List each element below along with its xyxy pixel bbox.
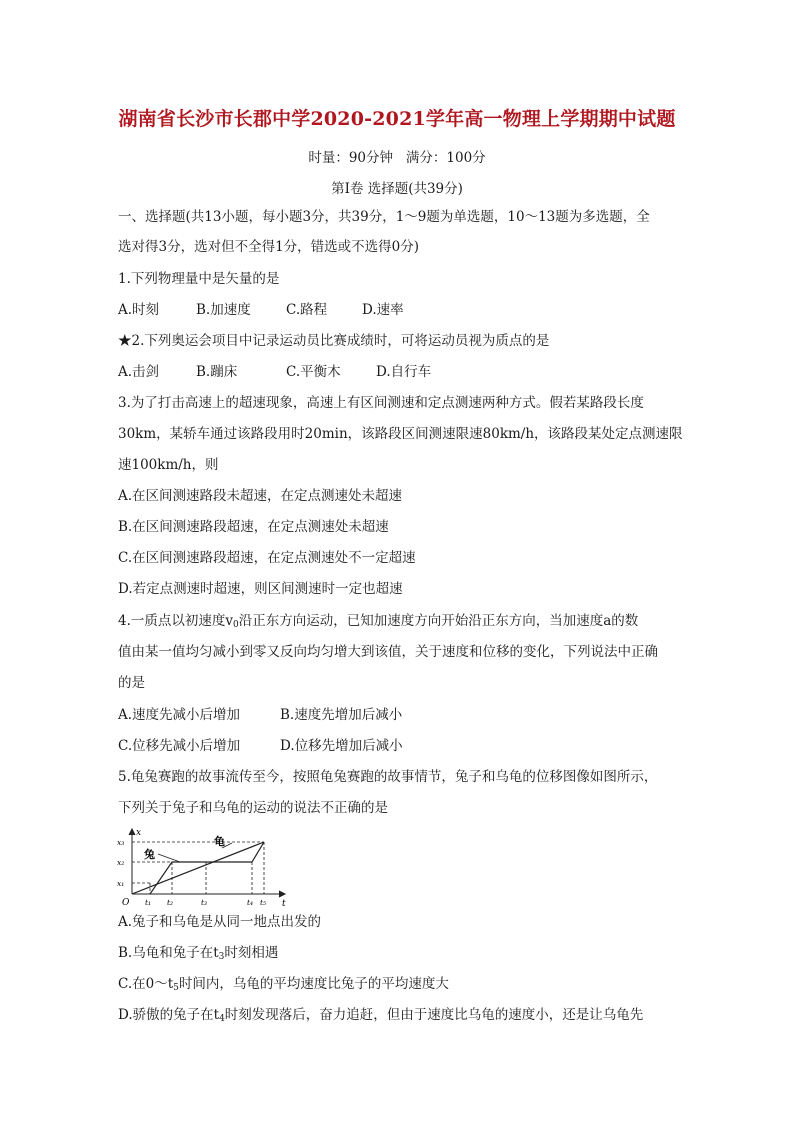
y-tick-x2: x₂ xyxy=(117,858,125,867)
t-tick-t5: t₅ xyxy=(260,898,267,907)
t-tick-t2: t₂ xyxy=(167,898,174,907)
q3-stem-line-3: 速100km/h，则 xyxy=(118,457,219,473)
q5-option-a: A.兔子和乌龟是从同一地点出发的 xyxy=(118,914,322,930)
q2-option-d: D.自行车 xyxy=(376,364,432,380)
q4-stem-line-3: 的是 xyxy=(118,675,145,691)
q2-option-c: C.平衡木 xyxy=(286,364,341,380)
q3-option-d: D.若定点测速时超速，则区间测速时一定也超速 xyxy=(118,581,403,597)
q3-option-b: B.在区间测速路段超速，在定点测速处未超速 xyxy=(118,519,389,535)
exam-meta xyxy=(0,146,794,166)
q1-options xyxy=(118,301,404,319)
xt-graph-figure xyxy=(114,826,294,908)
q4-option-a: A.速度先减小后增加 xyxy=(118,707,241,723)
rabbit-label: 兔 xyxy=(144,848,155,861)
x-axis-label: t xyxy=(282,899,286,908)
exam-title: 湖南省长沙市长郡中学2020-2021学年高一物理上学期期中试题 xyxy=(118,108,676,130)
q5-option-d: D.骄傲的兔子在$t_4$时刻发现落后，奋力追赶，但由于速度比乌龟的速度小，还是让乌龟先 xyxy=(118,1007,644,1024)
q4-stem-line-2: 值由某一值均匀减小到零又反向均匀增大到该值，关于速度和位移的变化，下列说法中正确 xyxy=(118,644,658,660)
q1-stem: 1.下列物理量中是矢量的是 xyxy=(118,271,280,287)
origin-label: O xyxy=(122,898,130,908)
q3-stem-line-1: 3.为了打击高速上的超速现象，高速上有区间测速和定点测速两种方式。假若某路段长度 xyxy=(118,395,644,411)
rabbit-line xyxy=(150,842,264,894)
q2-stem: ★2.下列奥运会项目中记录运动员比赛成绩时，可将运动员视为质点的是 xyxy=(118,333,550,349)
instructions-line-2: 选对得3分，选对但不全得1分，错选或不选得0分) xyxy=(118,239,420,255)
y-axis-label: x xyxy=(136,828,142,838)
q3-option-c: C.在区间测速路段超速，在定点测速处不一定超速 xyxy=(118,550,416,566)
exam-time: 时量：90分钟 xyxy=(308,150,394,166)
q1-option-d: D.速率 xyxy=(362,302,404,318)
q3-option-a: A.在区间测速路段未超速，在定点测速处未超速 xyxy=(118,488,403,504)
q1-option-a: A.时刻 xyxy=(118,302,160,318)
t-tick-t4: t₄ xyxy=(247,898,254,907)
y-axis-arrow xyxy=(129,829,135,835)
q4-option-d: D.位移先增加后减小 xyxy=(280,738,403,754)
q2-option-a: A.击剑 xyxy=(118,364,160,380)
x-axis-arrow xyxy=(279,891,285,897)
q2-option-b: B.蹦床 xyxy=(196,364,238,380)
q3-stem-line-2: 30km，某轿车通过该路段用时20min，该路段区间测速限速80km/h，该路段某处定点测速限 xyxy=(118,426,683,442)
turtle-label: 龟 xyxy=(214,835,225,848)
q5-option-b: B.乌龟和兔子在$t_3$时刻相遇 xyxy=(118,945,279,962)
exam-score: 满分：100分 xyxy=(405,150,486,166)
q4-option-c: C.位移先减小后增加 xyxy=(118,738,241,754)
y-tick-x3: x₃ xyxy=(117,838,125,847)
t-tick-t1: t₁ xyxy=(145,898,152,907)
q2-options xyxy=(118,363,431,381)
q4-stem-line-1: 4.一质点以初速度$v_0$沿正东方向运动，已知加速度方向开始沿正东方向，当加速度a的数 xyxy=(118,613,639,630)
section-heading: 第I卷 选择题(共39分) xyxy=(331,181,463,197)
instructions-line-1: 一、选择题(共13小题，每小题3分，共39分，1～9题为单选题，10～13题为多选题，全 xyxy=(118,209,650,225)
q4-option-b: B.速度先增加后减小 xyxy=(280,707,403,723)
q1-option-b: B.加速度 xyxy=(196,302,251,318)
q4-options-row-2 xyxy=(118,737,403,755)
y-tick-x1: x₁ xyxy=(117,879,125,888)
q5-stem-line-1: 5.龟兔赛跑的故事流传至今，按照龟兔赛跑的故事情节，兔子和乌龟的位移图像如图所示， xyxy=(118,769,658,785)
q5-stem-line-2: 下列关于兔子和乌龟的运动的说法不正确的是 xyxy=(118,800,388,816)
t-tick-t3: t₃ xyxy=(201,898,208,907)
q1-option-c: C.路程 xyxy=(286,302,328,318)
q4-options-row-1 xyxy=(118,706,402,724)
rabbit-pointer xyxy=(158,854,180,862)
q5-option-c: C.在$0\sim t_5$时间内，乌龟的平均速度比兔子的平均速度大 xyxy=(118,976,449,993)
